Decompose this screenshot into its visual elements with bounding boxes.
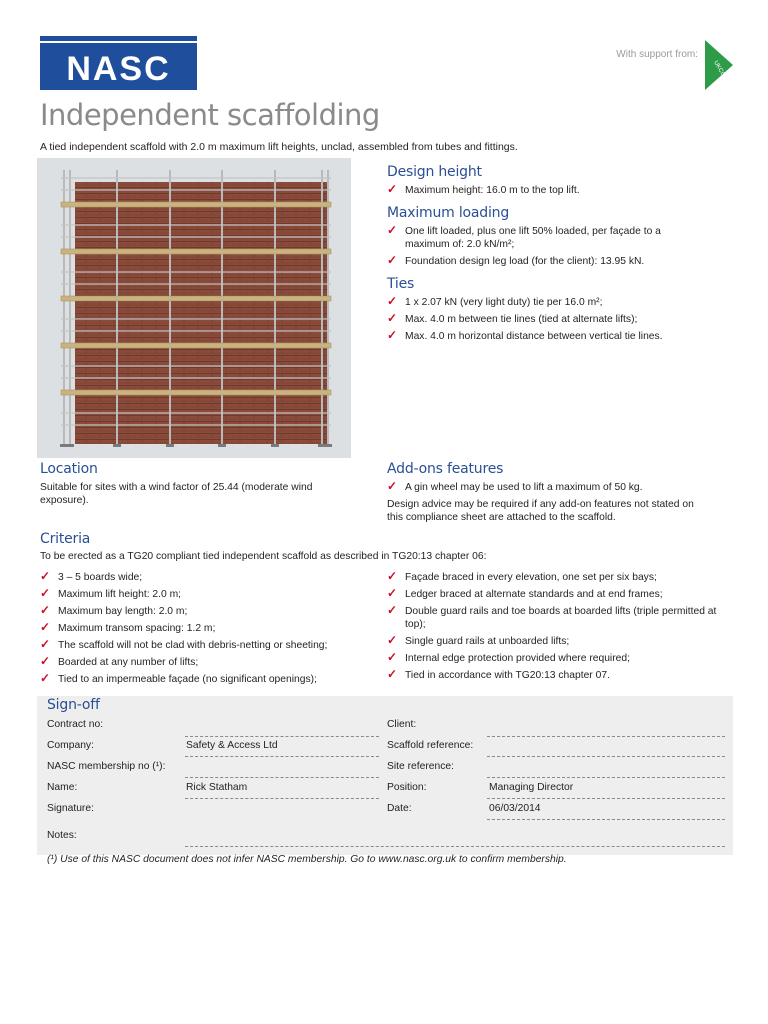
position-field[interactable]: Managing Director [489, 782, 574, 793]
criteria-left-list [40, 567, 375, 686]
position-label: Position: [387, 782, 427, 793]
criteria-item: ✓ Internal edge protection provided where required; [387, 652, 717, 665]
contract-field-line [185, 736, 379, 737]
criteria-item: ✓ Façade braced in every elevation, one set per six bays; [387, 571, 717, 584]
logo-text: NASC [66, 50, 171, 88]
membership-field-line [185, 777, 379, 778]
design-height-section [387, 164, 732, 197]
company-label: Company: [47, 740, 94, 751]
location-section [40, 461, 350, 507]
scaffold-illustration [37, 158, 351, 458]
criteria-item: ✓ Single guard rails at unboarded lifts; [387, 635, 717, 648]
company-field[interactable]: Safety & Access Ltd [186, 740, 278, 751]
brick-facade [75, 182, 327, 444]
criteria-item: ✓ Maximum bay length: 2.0 m; [40, 605, 375, 618]
criteria-item: ✓ Tied to an impermeable façade (no significant openings); [40, 673, 375, 686]
scaffold-reference-label: Scaffold reference: [387, 740, 474, 751]
criteria-right-list [387, 567, 717, 682]
name-field[interactable]: Rick Statham [186, 782, 248, 793]
nasc-logo [40, 36, 197, 90]
site-reference-field-line [487, 777, 725, 778]
addons-item: ✓ A gin wheel may be used to lift a maximum of 50 kg. [387, 481, 707, 494]
notes-label: Notes: [47, 830, 77, 841]
design-height-heading: Design height [387, 164, 482, 180]
criteria-item: ✓ 3 – 5 boards wide; [40, 571, 375, 584]
maximum-loading-section [387, 205, 707, 268]
criteria-section [40, 531, 733, 563]
name-label: Name: [47, 782, 78, 793]
addons-note: Design advice may be required if any add-on features not stated on this compliance sheet are attached to the scaffold. [387, 499, 694, 523]
ties-item: ✓ 1 x 2.07 kN (very light duty) tie per 16.0 m²; [387, 296, 732, 309]
criteria-intro: To be erected as a TG20 compliant tied independent scaffold as described in TG20:13 chapter 06: [40, 551, 487, 562]
addons-section [387, 461, 707, 524]
notes-field-line[interactable] [185, 846, 725, 847]
scaffold-drawing [37, 158, 351, 458]
contract-label: Contract no: [47, 719, 104, 730]
ties-item: ✓ Max. 4.0 m horizontal distance between vertical tie lines. [387, 330, 732, 343]
ties-heading: Ties [387, 276, 415, 292]
date-field-line [487, 819, 725, 820]
criteria-heading: Criteria [40, 531, 91, 547]
criteria-item: ✓ Maximum lift height: 2.0 m; [40, 588, 375, 601]
criteria-item: ✓ The scaffold will not be clad with debris-netting or sheeting; [40, 639, 375, 652]
sponsor-text: UKCG [712, 60, 727, 79]
location-text: Suitable for sites with a wind factor of 25.44 (moderate wind exposure). [40, 482, 313, 506]
criteria-item: ✓ Double guard rails and toe boards at boarded lifts (triple permitted at top); [387, 605, 717, 631]
ukcg-logo [705, 40, 733, 90]
client-label: Client: [387, 719, 417, 730]
site-reference-label: Site reference: [387, 761, 454, 772]
criteria-item: ✓ Tied in accordance with TG20:13 chapter 07. [387, 669, 717, 682]
support-label: With support from: [616, 49, 698, 60]
maximum-loading-item: ✓ One lift loaded, plus one lift 50% loaded, per façade to a maximum of: 2.0 kN/m²; [387, 225, 707, 251]
ties-item: ✓ Max. 4.0 m between tie lines (tied at alternate lifts); [387, 313, 732, 326]
ties-section [387, 276, 732, 343]
maximum-loading-heading: Maximum loading [387, 205, 510, 221]
date-field[interactable]: 06/03/2014 [489, 803, 541, 814]
signature-label: Signature: [47, 803, 94, 814]
location-heading: Location [40, 461, 98, 477]
page-title: Independent scaffolding [40, 98, 380, 132]
membership-label: NASC membership no (¹): [47, 761, 166, 772]
design-height-item: ✓ Maximum height: 16.0 m to the top lift. [387, 184, 732, 197]
signoff-heading: Sign-off [47, 697, 100, 713]
criteria-item: ✓ Ledger braced at alternate standards and at end frames; [387, 588, 717, 601]
signoff-panel [37, 696, 733, 855]
scaffold-reference-field-line [487, 756, 725, 757]
client-field-line [487, 736, 725, 737]
criteria-item: ✓ Boarded at any number of lifts; [40, 656, 375, 669]
maximum-loading-item: ✓ Foundation design leg load (for the client): 13.95 kN. [387, 255, 707, 268]
criteria-item: ✓ Maximum transom spacing: 1.2 m; [40, 622, 375, 635]
name-field-line [185, 798, 379, 799]
addons-heading: Add-ons features [387, 461, 504, 477]
position-field-line [487, 798, 725, 799]
date-label: Date: [387, 803, 412, 814]
company-field-line [185, 756, 379, 757]
footnote: (¹) Use of this NASC document does not infer NASC membership. Go to www.nasc.org.uk to confirm membership. [47, 854, 567, 865]
intro-text: A tied independent scaffold with 2.0 m maximum lift heights, unclad, assembled from tubes and fittings. [40, 141, 518, 153]
